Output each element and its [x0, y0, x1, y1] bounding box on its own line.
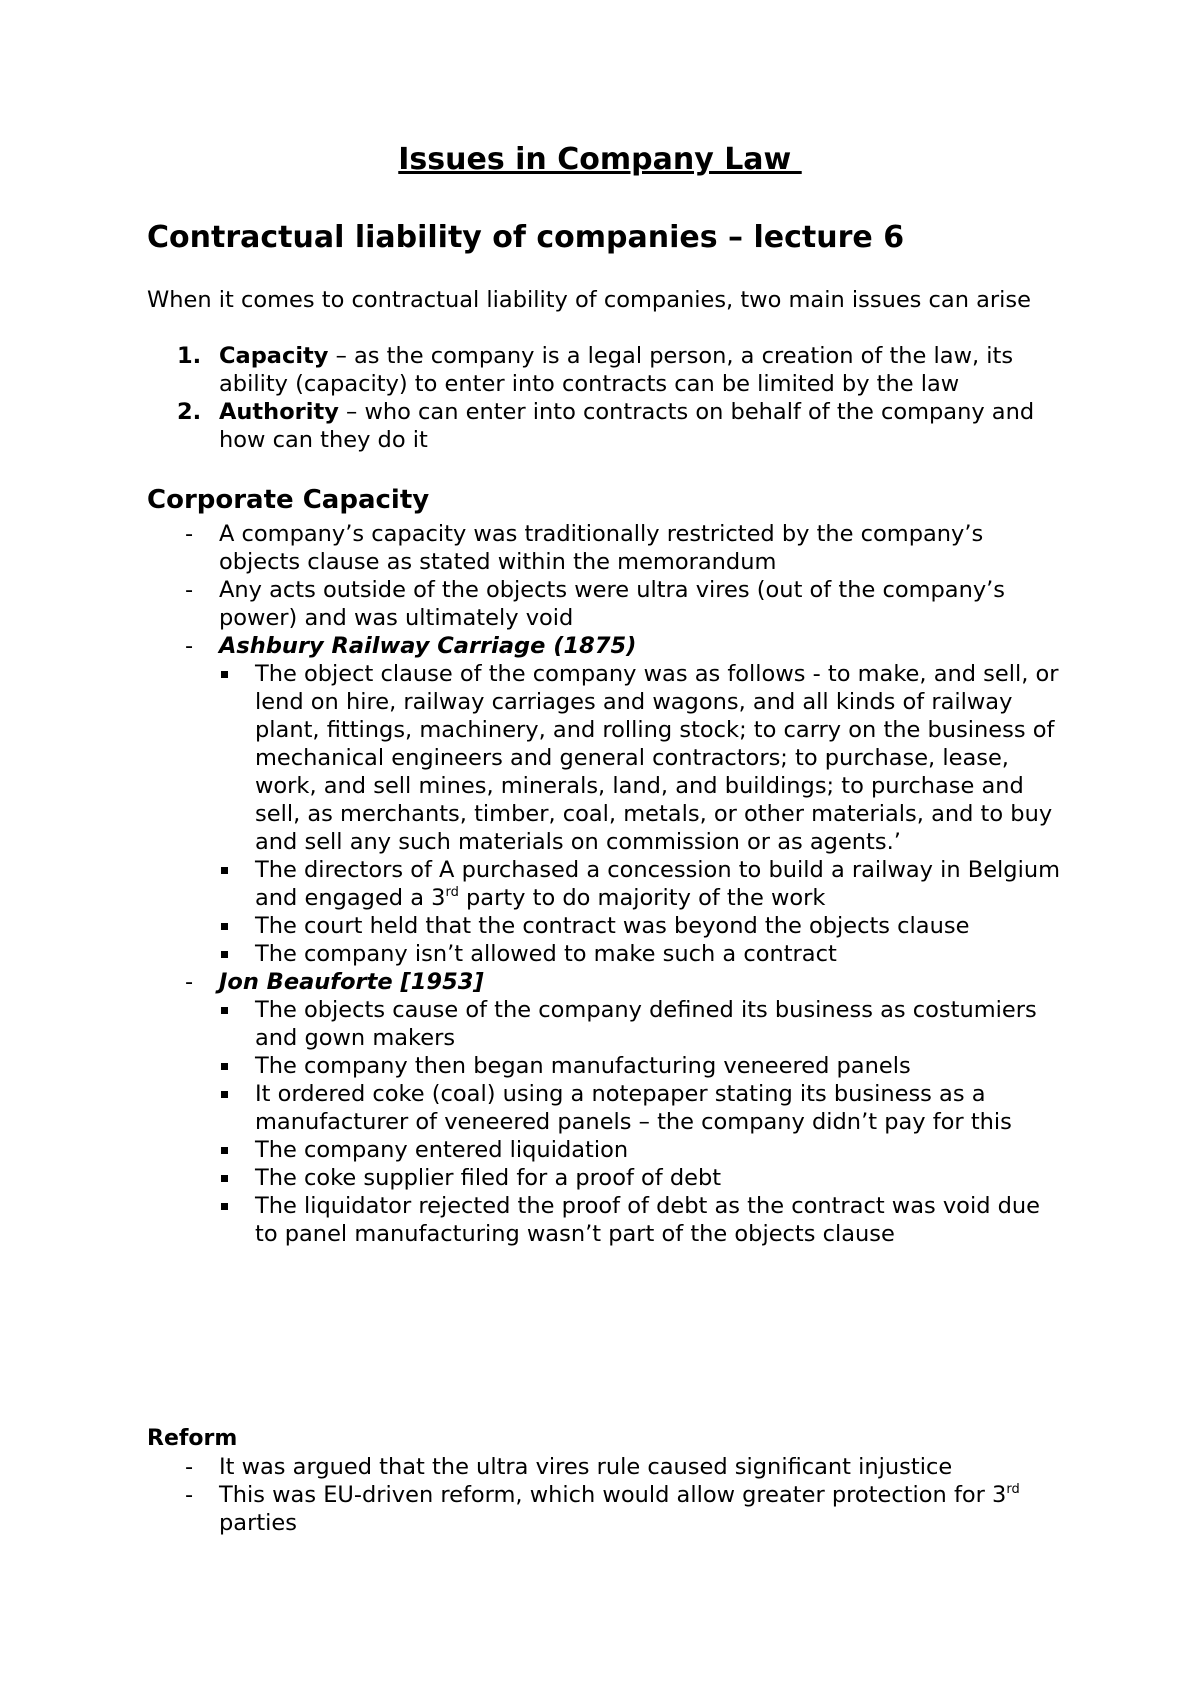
corporate-capacity-heading: Corporate Capacity — [147, 485, 430, 515]
list-number: 2. — [177, 399, 202, 425]
sub-item-text: The objects cause of the company defined its business as costumiers and gown makers — [255, 997, 1037, 1051]
sub-item-text: The directors of A purchased a concession to build a railway in Belgium and engaged a 3 — [255, 857, 1061, 911]
dash-bullet: - — [185, 577, 194, 603]
numbered-item-capacity — [147, 342, 1067, 398]
square-bullet-icon — [221, 1007, 228, 1014]
list-item — [147, 1453, 1067, 1481]
square-bullet-icon — [221, 1203, 228, 1210]
sub-list-item — [147, 856, 1067, 912]
ordinal-superscript: rd — [1006, 1482, 1020, 1497]
square-bullet-icon — [221, 923, 228, 930]
sub-list-item — [147, 996, 1067, 1052]
sub-item-text: It ordered coke (coal) using a notepaper stating its business as a manufacturer of veneered panels – the company didn’t pay for this — [255, 1081, 1012, 1135]
case-name: Ashbury Railway Carriage (1875) — [219, 633, 637, 659]
square-bullet-icon — [221, 1147, 228, 1154]
list-item-text: A company’s capacity was traditionally restricted by the company’s objects clause as stated within the memorandum — [219, 521, 984, 575]
list-item-text: This was EU-driven reform, which would allow greater protection for 3 — [219, 1482, 1007, 1508]
case-ashbury — [147, 632, 1067, 660]
ordinal-superscript: rd — [445, 885, 459, 900]
authority-description: – who can enter into contracts on behalf of the company and how can they do it — [219, 399, 1035, 453]
sub-item-text: The company entered liquidation — [255, 1137, 629, 1163]
sub-item-text: The company isn’t allowed to make such a contract — [255, 941, 837, 967]
numbered-list — [147, 342, 1067, 454]
sub-list-item — [147, 1052, 1067, 1080]
list-item — [147, 1481, 1067, 1537]
square-bullet-icon — [221, 671, 228, 678]
list-item — [147, 520, 1067, 576]
case-name: Jon Beauforte [1953] — [219, 969, 484, 995]
dash-bullet: - — [185, 1482, 194, 1508]
sub-list-item — [147, 1192, 1067, 1248]
square-bullet-icon — [221, 867, 228, 874]
dash-bullet: - — [185, 521, 194, 547]
list-item-text: Any acts outside of the objects were ultra vires (out of the company’s power) and was ultimately void — [219, 577, 1006, 631]
term-capacity: Capacity — [219, 343, 329, 369]
document-title: Issues in Company Law — [398, 142, 802, 177]
sub-list-item — [147, 1080, 1067, 1136]
sub-item-text: The coke supplier filed for a proof of debt — [255, 1165, 722, 1191]
capacity-description: – as the company is a legal person, a creation of the law, its ability (capacity) to enter into contracts can be limited by the law — [219, 343, 1014, 397]
sub-list-item — [147, 912, 1067, 940]
lecture-heading: Contractual liability of companies – lecture 6 — [147, 220, 905, 255]
dash-bullet: - — [185, 969, 194, 995]
square-bullet-icon — [221, 951, 228, 958]
sub-item-text: The object clause of the company was as follows - to make, and sell, or lend on hire, railway carriages and wagons, and all kinds of railway plant, fittings, machinery, and rolling stock; to carry on the business of mechanical engineers and general contractors; to purchase, lease, work, and sell mines, minerals, land, and buildings; to purchase and sell, as merchants, timber, coal, metals, or other materials, and to buy and sell any such materials on commission or as agents.’ — [255, 661, 1059, 855]
sub-item-text: The liquidator rejected the proof of debt as the contract was void due to panel manufacturing wasn’t part of the objects clause — [255, 1193, 1041, 1247]
corporate-capacity-list — [147, 520, 1067, 1248]
sub-item-text-continued: party to do majority of the work — [458, 885, 826, 911]
sub-list-item — [147, 1136, 1067, 1164]
dash-bullet: - — [185, 633, 194, 659]
sub-item-text: The company then began manufacturing veneered panels — [255, 1053, 911, 1079]
list-number: 1. — [177, 343, 202, 369]
sub-list-item — [147, 940, 1067, 968]
square-bullet-icon — [221, 1091, 228, 1098]
square-bullet-icon — [221, 1063, 228, 1070]
term-authority: Authority — [219, 399, 339, 425]
reform-list — [147, 1453, 1067, 1537]
list-item-text-continued: parties — [219, 1510, 297, 1536]
list-item-text: It was argued that the ultra vires rule caused significant injustice — [219, 1454, 953, 1480]
list-item — [147, 576, 1067, 632]
numbered-item-authority — [147, 398, 1067, 454]
sub-list-item — [147, 1164, 1067, 1192]
dash-bullet: - — [185, 1454, 194, 1480]
intro-paragraph: When it comes to contractual liability of companies, two main issues can arise — [147, 287, 1031, 313]
case-beauforte — [147, 968, 1067, 996]
sub-item-text: The court held that the contract was beyond the objects clause — [255, 913, 970, 939]
square-bullet-icon — [221, 1175, 228, 1182]
sub-list-item — [147, 660, 1067, 856]
reform-heading: Reform — [147, 1426, 238, 1451]
